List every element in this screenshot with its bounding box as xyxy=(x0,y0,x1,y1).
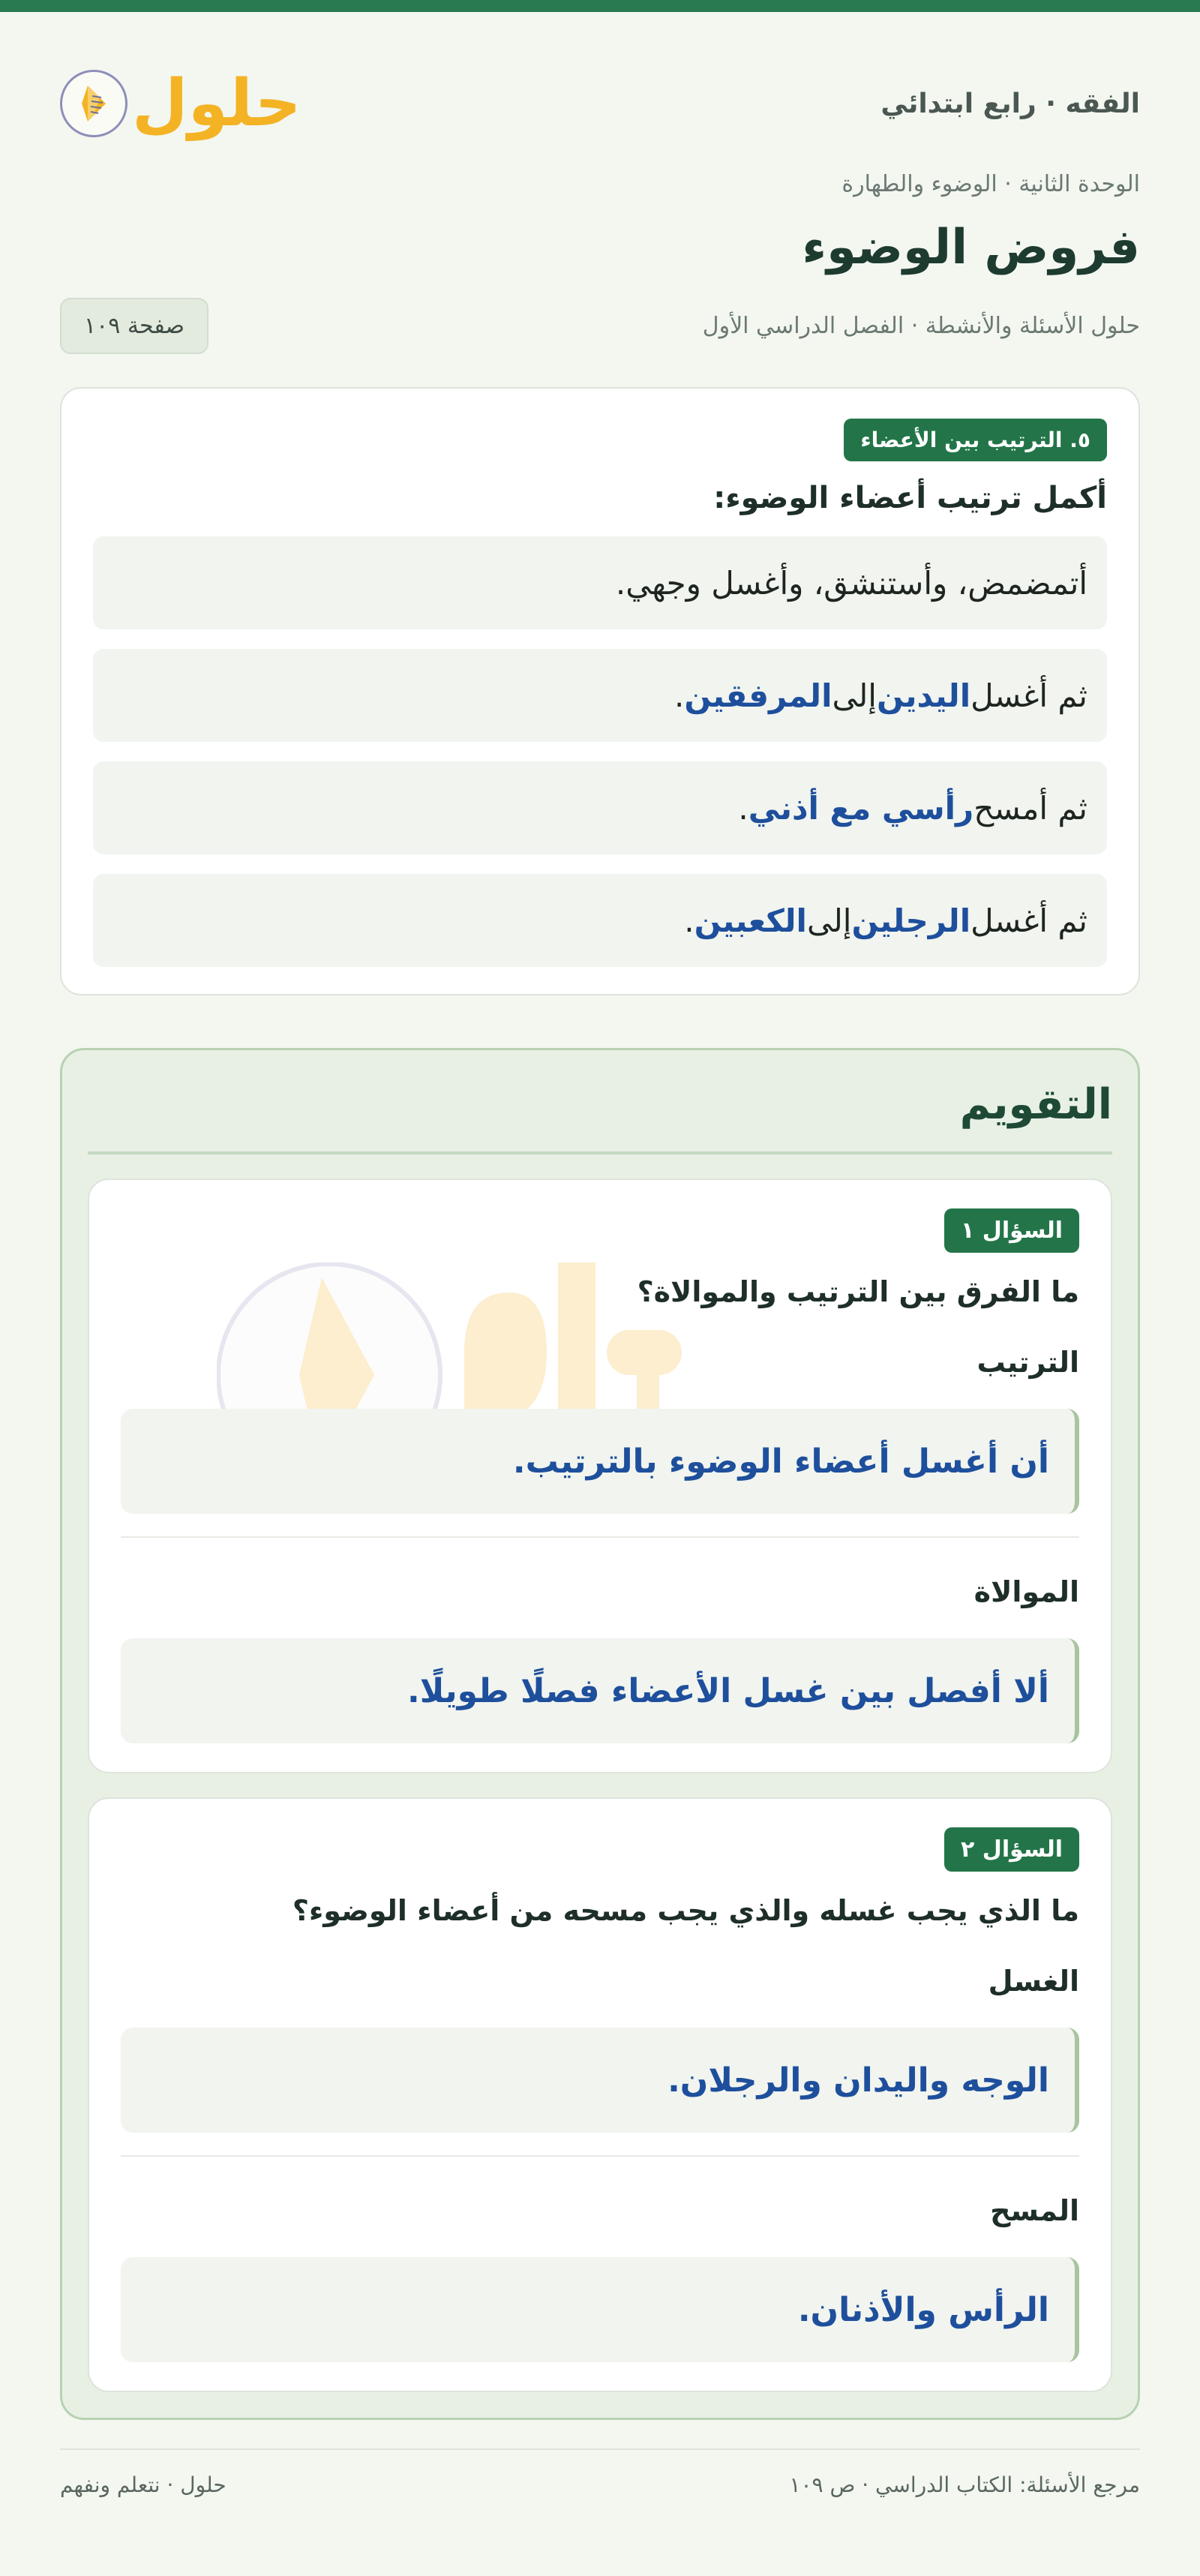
question-text: ما الفرق بين الترتيب والموالاة؟ xyxy=(637,1275,1079,1308)
row-text: إلى xyxy=(806,902,852,939)
activity-row xyxy=(93,761,1107,854)
footer xyxy=(60,2448,1140,2542)
footer-brand: حلول · نتعلم ونفهم xyxy=(60,2472,226,2497)
row-text: . xyxy=(738,789,748,827)
answer-box: أن أغسل أعضاء الوضوء بالترتيب. xyxy=(121,1409,1079,1514)
highlighted-answer: المرفقين xyxy=(684,677,832,714)
answer-box: الوجه واليدان والرجلان. xyxy=(121,2028,1079,2133)
row-text: ثم أغسل xyxy=(970,677,1088,714)
logo-text: حلول xyxy=(132,66,302,141)
breadcrumb-unit: الوحدة الثانية · الوضوء والطهارة xyxy=(842,171,1140,197)
site-logo[interactable] xyxy=(60,66,302,141)
activity-row xyxy=(93,536,1107,629)
highlighted-answer: رأسي مع أذني xyxy=(748,789,974,827)
question-card xyxy=(88,1178,1112,1773)
row-text: إلى xyxy=(832,677,877,714)
page-title: فروض الوضوء xyxy=(802,220,1140,275)
activity-row xyxy=(93,649,1107,742)
activity-question: أكمل ترتيب أعضاء الوضوء: xyxy=(713,481,1107,515)
page-number-badge: صفحة ١٠٩ xyxy=(60,298,208,354)
highlighted-answer: الرجلين xyxy=(851,902,971,939)
answer-label: المسح xyxy=(990,2194,1079,2227)
activity-rows xyxy=(93,536,1107,967)
lesson-subtitle: حلول الأسئلة والأنشطة · الفصل الدراسي الأول xyxy=(702,313,1140,339)
highlighted-answer: الكعبين xyxy=(694,902,807,939)
evaluation-title: التقويم xyxy=(88,1080,1112,1154)
header xyxy=(60,12,1140,185)
page xyxy=(0,12,1200,2542)
lesson-meta xyxy=(60,298,1140,354)
highlighted-answer: اليدين xyxy=(876,677,971,714)
question-tag: السؤال ٢ xyxy=(944,1827,1079,1872)
question-text: ما الذي يجب غسله والذي يجب مسحه من أعضاء الوضوء؟ xyxy=(292,1894,1079,1927)
divider xyxy=(121,1536,1079,1538)
activity-row xyxy=(93,874,1107,967)
row-text: ثم أمسح xyxy=(974,789,1088,827)
subject-grade: الفقه · رابع ابتدائي xyxy=(880,88,1140,119)
footer-reference: مرجع الأسئلة: الكتاب الدراسي · ص ١٠٩ xyxy=(789,2472,1140,2497)
question-tag: السؤال ١ xyxy=(944,1208,1079,1253)
answer-box: ألا أفصل بين غسل الأعضاء فصلًا طويلًا. xyxy=(121,1638,1079,1743)
question-card xyxy=(88,1797,1112,2392)
row-text: . xyxy=(674,677,685,714)
activity-tag: ٥. الترتيب بين الأعضاء xyxy=(844,419,1107,461)
divider xyxy=(121,2155,1079,2157)
answer-label: الترتيب xyxy=(976,1346,1079,1379)
evaluation-section xyxy=(60,1048,1140,2420)
row-text: أتمضمض، وأستنشق، وأغسل وجهي. xyxy=(615,564,1088,602)
row-text: . xyxy=(684,902,694,939)
book-icon xyxy=(60,70,128,137)
answer-label: الغسل xyxy=(988,1965,1079,1998)
answer-label: الموالاة xyxy=(974,1575,1079,1608)
top-accent-bar xyxy=(0,0,1200,12)
row-text: ثم أغسل xyxy=(970,902,1088,939)
answer-box: الرأس والأذنان. xyxy=(121,2257,1079,2362)
activity-card xyxy=(60,387,1140,995)
